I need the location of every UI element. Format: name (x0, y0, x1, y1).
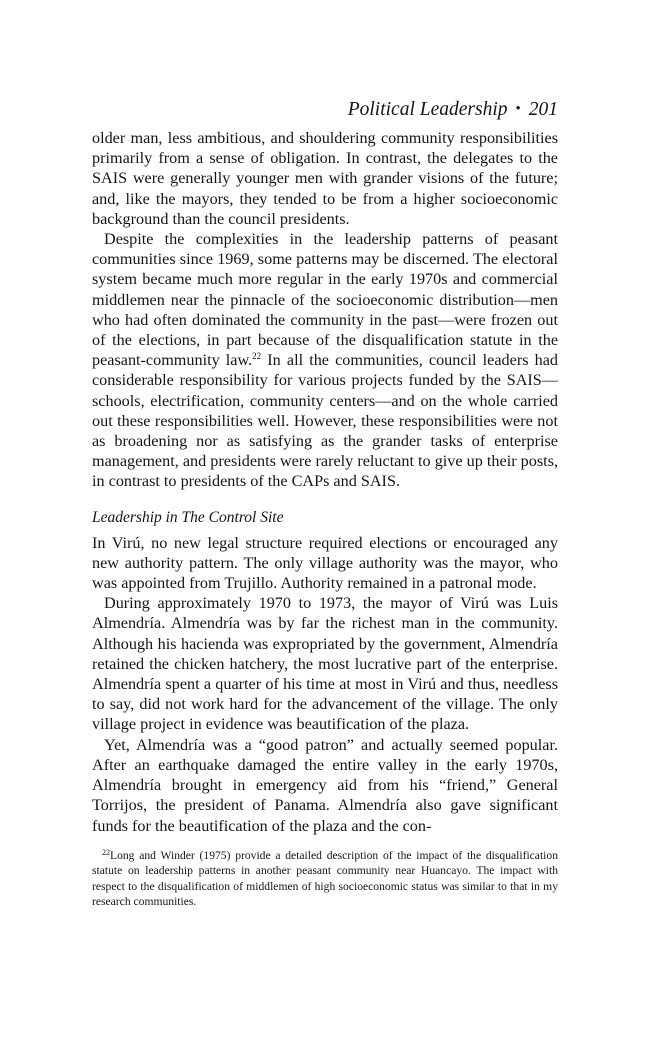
paragraph-5: Yet, Almendría was a “good patron” and actually seemed popular. After an earthquake damaged the entire valley in the early 1970s, Almendría brought in emergency aid from his “friend,” General Torrijos, the president of Panama. Almendría also gave significant funds for the beautification of the plaza and the con- (92, 735, 558, 835)
footnote (92, 848, 558, 910)
paragraph-2-part-a: Despite the complexities in the leadership patterns of peasant communities since 1969, some patterns may be discerned. The electoral system became much more regular in the early 1970s and commercial middlemen near the pinnacle of the socioeconomic distribution—men who had often dominated the community in the past—were frozen out of the elections, in part because of the disqualification statute in the peasant-community law. (92, 230, 558, 370)
paragraph-2-part-b: In all the communities, council leaders had considerable responsibility for various projects funded by the SAIS—schools, electrification, community centers—and on the whole carried out these responsibilities well. However, these responsibilities were not as broadening nor as satisfying as the grander tasks of enterprise management, and presidents were rarely reluctant to give up their posts, in contrast to presidents of the CAPs and SAIS. (92, 351, 558, 491)
paragraph-1: older man, less ambitious, and shouldering community responsibilities primarily from a sense of obligation. In contrast, the delegates to the SAIS were generally younger men with grander visions of the future; and, like the mayors, they tended to be from a higher socioeconomic background than the council presidents. (92, 129, 558, 228)
body-text (92, 128, 558, 836)
paragraph-4: During approximately 1970 to 1973, the mayor of Virú was Luis Almendría. Almendría was by far the richest man in the community. Although his hacienda was expropriated by the government, Almendría retained the chicken hatchery, the most lucrative part of the enterprise. Almendría spent a quarter of his time at most in Virú and thus, needless to say, did not work hard for the advancement of the village. The only village project in evidence was beautification of the plaza. (92, 594, 558, 734)
paragraph-3: In Virú, no new legal structure required elections or encouraged any new authority pattern. The only village authority was the mayor, who was appointed from Trujillo. Authority remained in a patronal mode. (92, 533, 558, 593)
footnote-text: Long and Winder (1975) provide a detailed description of the impact of the disqualification statute on leadership patterns in another peasant community near Huancayo. The impact with respect to the disqualification of middlemen of high socioeconomic status was similar to that in my research communities. (92, 848, 558, 909)
book-page (92, 98, 558, 910)
page-number: 201 (528, 99, 558, 120)
running-head (92, 98, 558, 128)
section-heading: Leadership in The Control Site (92, 508, 284, 526)
footnote-reference: 22 (252, 351, 262, 362)
footnote-number: 22 (102, 847, 110, 857)
paragraph-2 (92, 229, 558, 492)
running-head-title: Political Leadership (347, 99, 508, 120)
bullet-separator: • (515, 101, 521, 117)
